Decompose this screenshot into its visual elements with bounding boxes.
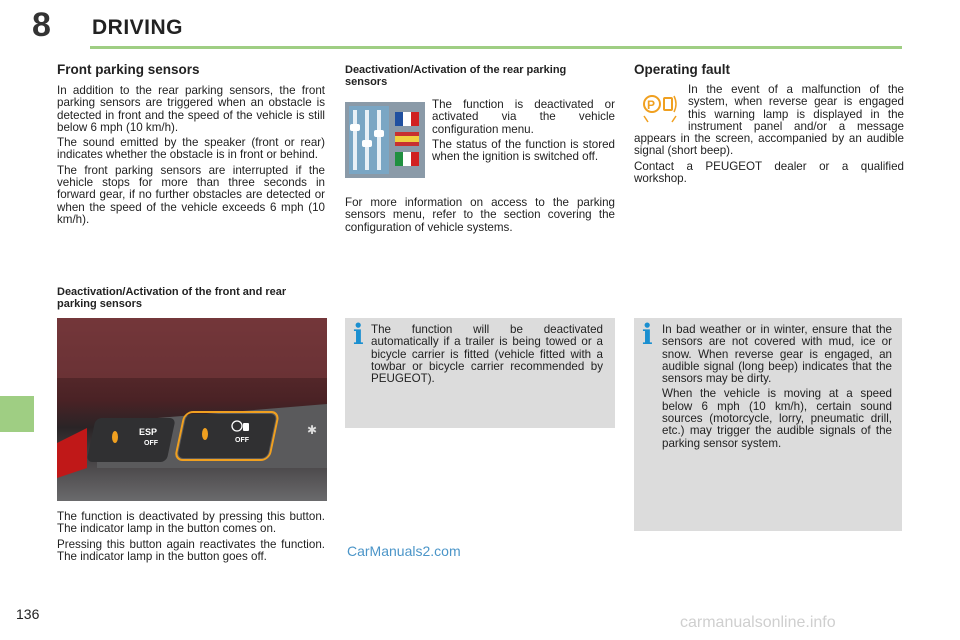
svg-text:P: P [647,98,656,112]
info-text: The function will be deactivated automatically if a trailer is being towed or a bicycle carrier is fitted (vehicle fitted with a towbar or bicycle carrier recommended by PEUGEOT). [371,323,603,386]
paragraph: The function is deactivated or activated via the vehicle configuration menu. [432,98,615,136]
deactivation-instructions [57,511,325,566]
paragraph: The function is deactivated by pressing this button. The indicator lamp in the button comes on. [57,510,325,536]
front-parking-sensors-section [57,62,325,229]
operating-fault-text [634,84,904,188]
section-title: Operating fault [634,62,731,77]
site-watermark: carmanualsonline.info [680,614,836,631]
chapter-title: DRIVING [92,16,184,39]
park-off-label: OFF [235,437,249,444]
dashboard-buttons-photo [57,318,327,501]
paragraph: The sound emitted by the speaker (front or rear) indicates whether the obstacle is in front or behind. [57,136,325,162]
esp-off-label: OFF [144,440,158,447]
info-text: When the vehicle is moving at a speed below 6 mph (10 km/h), certain sound sources (motorcycle, lorry, pneumatic drill, etc.) may trigger the audible signals of the parking sensor system. [662,387,892,450]
paragraph: In addition to the rear parking sensors, the front parking sensors are triggered when an obstacle is detected in front and the speed of the vehicle is still below 6 mph (10 km/h). [57,84,325,134]
paragraph: For more information on access to the parking sensors menu, refer to the section covering the configuration of vehicle systems. [345,196,615,234]
star-icon: ✱ [307,423,318,437]
trailer-info-box [345,318,615,428]
paragraph: Pressing this button again reactivates the function. The indicator lamp in the button goes off. [57,537,325,563]
paragraph: The status of the function is stored when the ignition is switched off. [432,137,615,164]
page-number: 136 [16,606,40,622]
section-title: Front parking sensors [57,62,200,77]
paragraph: In the event of a malfunction of the system, when reverse gear is engaged this warning lamp is displayed in the instrument panel and/or a message appears in the screen, accompanied by an audible signal (short beep). [634,83,904,158]
bad-weather-info-box [634,318,902,531]
info-icon: i [642,318,653,351]
subsection-title: Deactivation/Activation of the front and rear parking sensors [57,286,287,310]
header-divider [90,46,902,49]
esp-button-label: ESP [139,427,158,437]
info-icon: i [353,318,364,351]
vehicle-config-icon [345,102,425,178]
chapter-number: 8 [32,6,51,44]
section-title: Deactivation/Activation of the rear parking sensors [345,64,567,88]
paragraph: The front parking sensors are interrupted if the vehicle stops for more than three seconds in forward gear, if no further obstacles are detected or when the speed of the vehicle exceeds 6 mph (10 km/h). [57,163,325,226]
paragraph: Contact a PEUGEOT dealer or a qualified workshop. [634,159,904,186]
chapter-side-tab [0,396,34,432]
watermark-link[interactable]: CarManuals2.com [347,543,461,559]
info-text: In bad weather or in winter, ensure that the sensors are not covered with mud, ice or snow. When reverse gear is engaged, an audible signal (long beep) indicates that the sensors may be dirty. [662,323,892,386]
